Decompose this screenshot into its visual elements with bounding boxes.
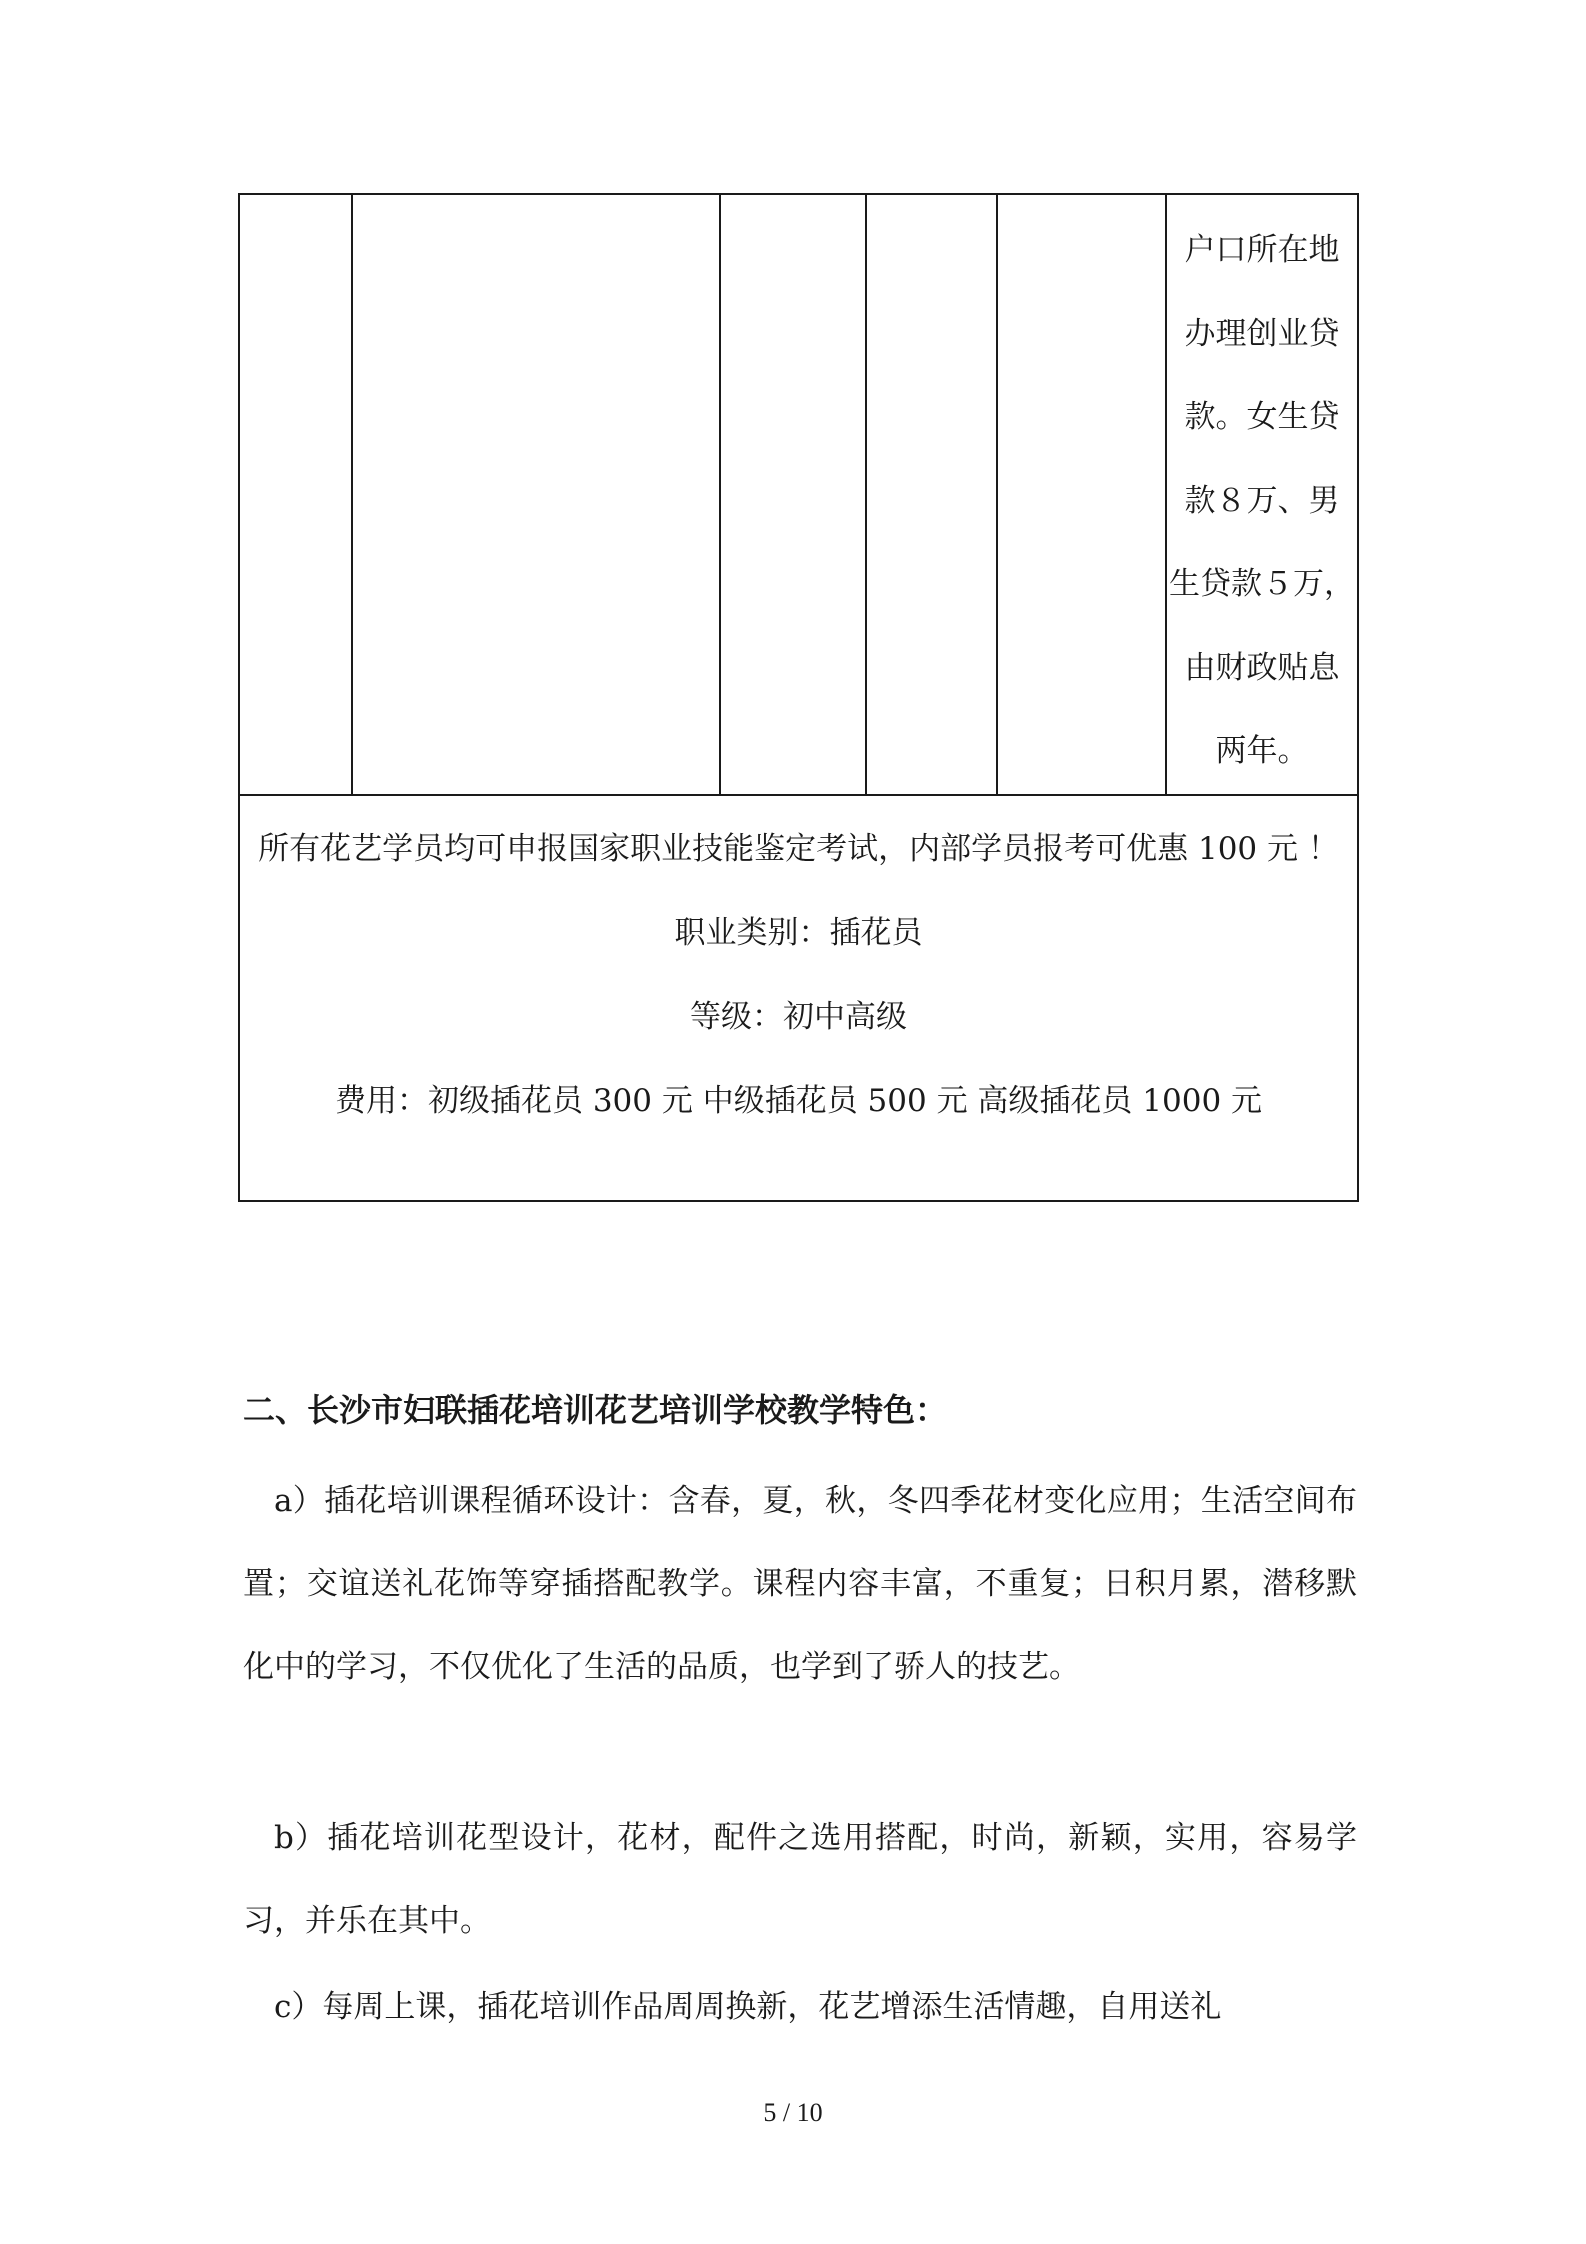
loan-line: 款８万、男 [1184, 482, 1340, 519]
paragraph-b: b）插花培训花型设计，花材，配件之选用搭配，时尚，新颖，实用，容易学习，并乐在其中。 [243, 1820, 1357, 1939]
loan-line: 户口所在地 [1184, 232, 1340, 268]
loan-policy-cell [1166, 194, 1358, 795]
table-cell [997, 194, 1166, 795]
certification-level: 等级：初中高级 [690, 998, 907, 1035]
table-row [239, 194, 1358, 795]
certification-fees: 费用：初级插花员 300 元 中级插花员 500 元 高级插花员 1000 元 [334, 1082, 1263, 1119]
loan-line: 生贷款５万， [1169, 566, 1355, 602]
table-cell [866, 194, 997, 795]
certification-info-cell [239, 795, 1358, 1202]
loan-line: 由财政贴息 [1184, 649, 1340, 686]
section-heading: 二、长沙市妇联插花培训花艺培训学校教学特色： [243, 1391, 948, 1429]
training-info-table [238, 193, 1359, 1202]
loan-line: 办理创业贷 [1184, 315, 1340, 352]
occupation-category: 职业类别：插花员 [674, 914, 923, 951]
table-cell [720, 194, 866, 795]
table-cell [352, 194, 720, 795]
paragraph-a: a）插花培训课程循环设计：含春，夏，秋，冬四季花材变化应用；生活空间布置；交谊送礼花饰等穿插搭配教学。课程内容丰富，不重复；日积月累，潜移默化中的学习，不仅优化了生活的品质，也学到了骄人的技艺。 [243, 1483, 1357, 1685]
loan-line: 款。女生贷 [1184, 399, 1340, 435]
page-number: 5 / 10 [763, 2098, 823, 2127]
certification-note: 所有花艺学员均可申报国家职业技能鉴定考试，内部学员报考可优惠 100 元 ！ [258, 830, 1339, 867]
loan-line: 两年。 [1215, 733, 1309, 769]
table-cell [239, 194, 352, 795]
paragraph-c: c）每周上课，插花培训作品周周换新，花艺增添生活情趣，自用送礼 [274, 1989, 1222, 2025]
table-row [239, 795, 1358, 1202]
